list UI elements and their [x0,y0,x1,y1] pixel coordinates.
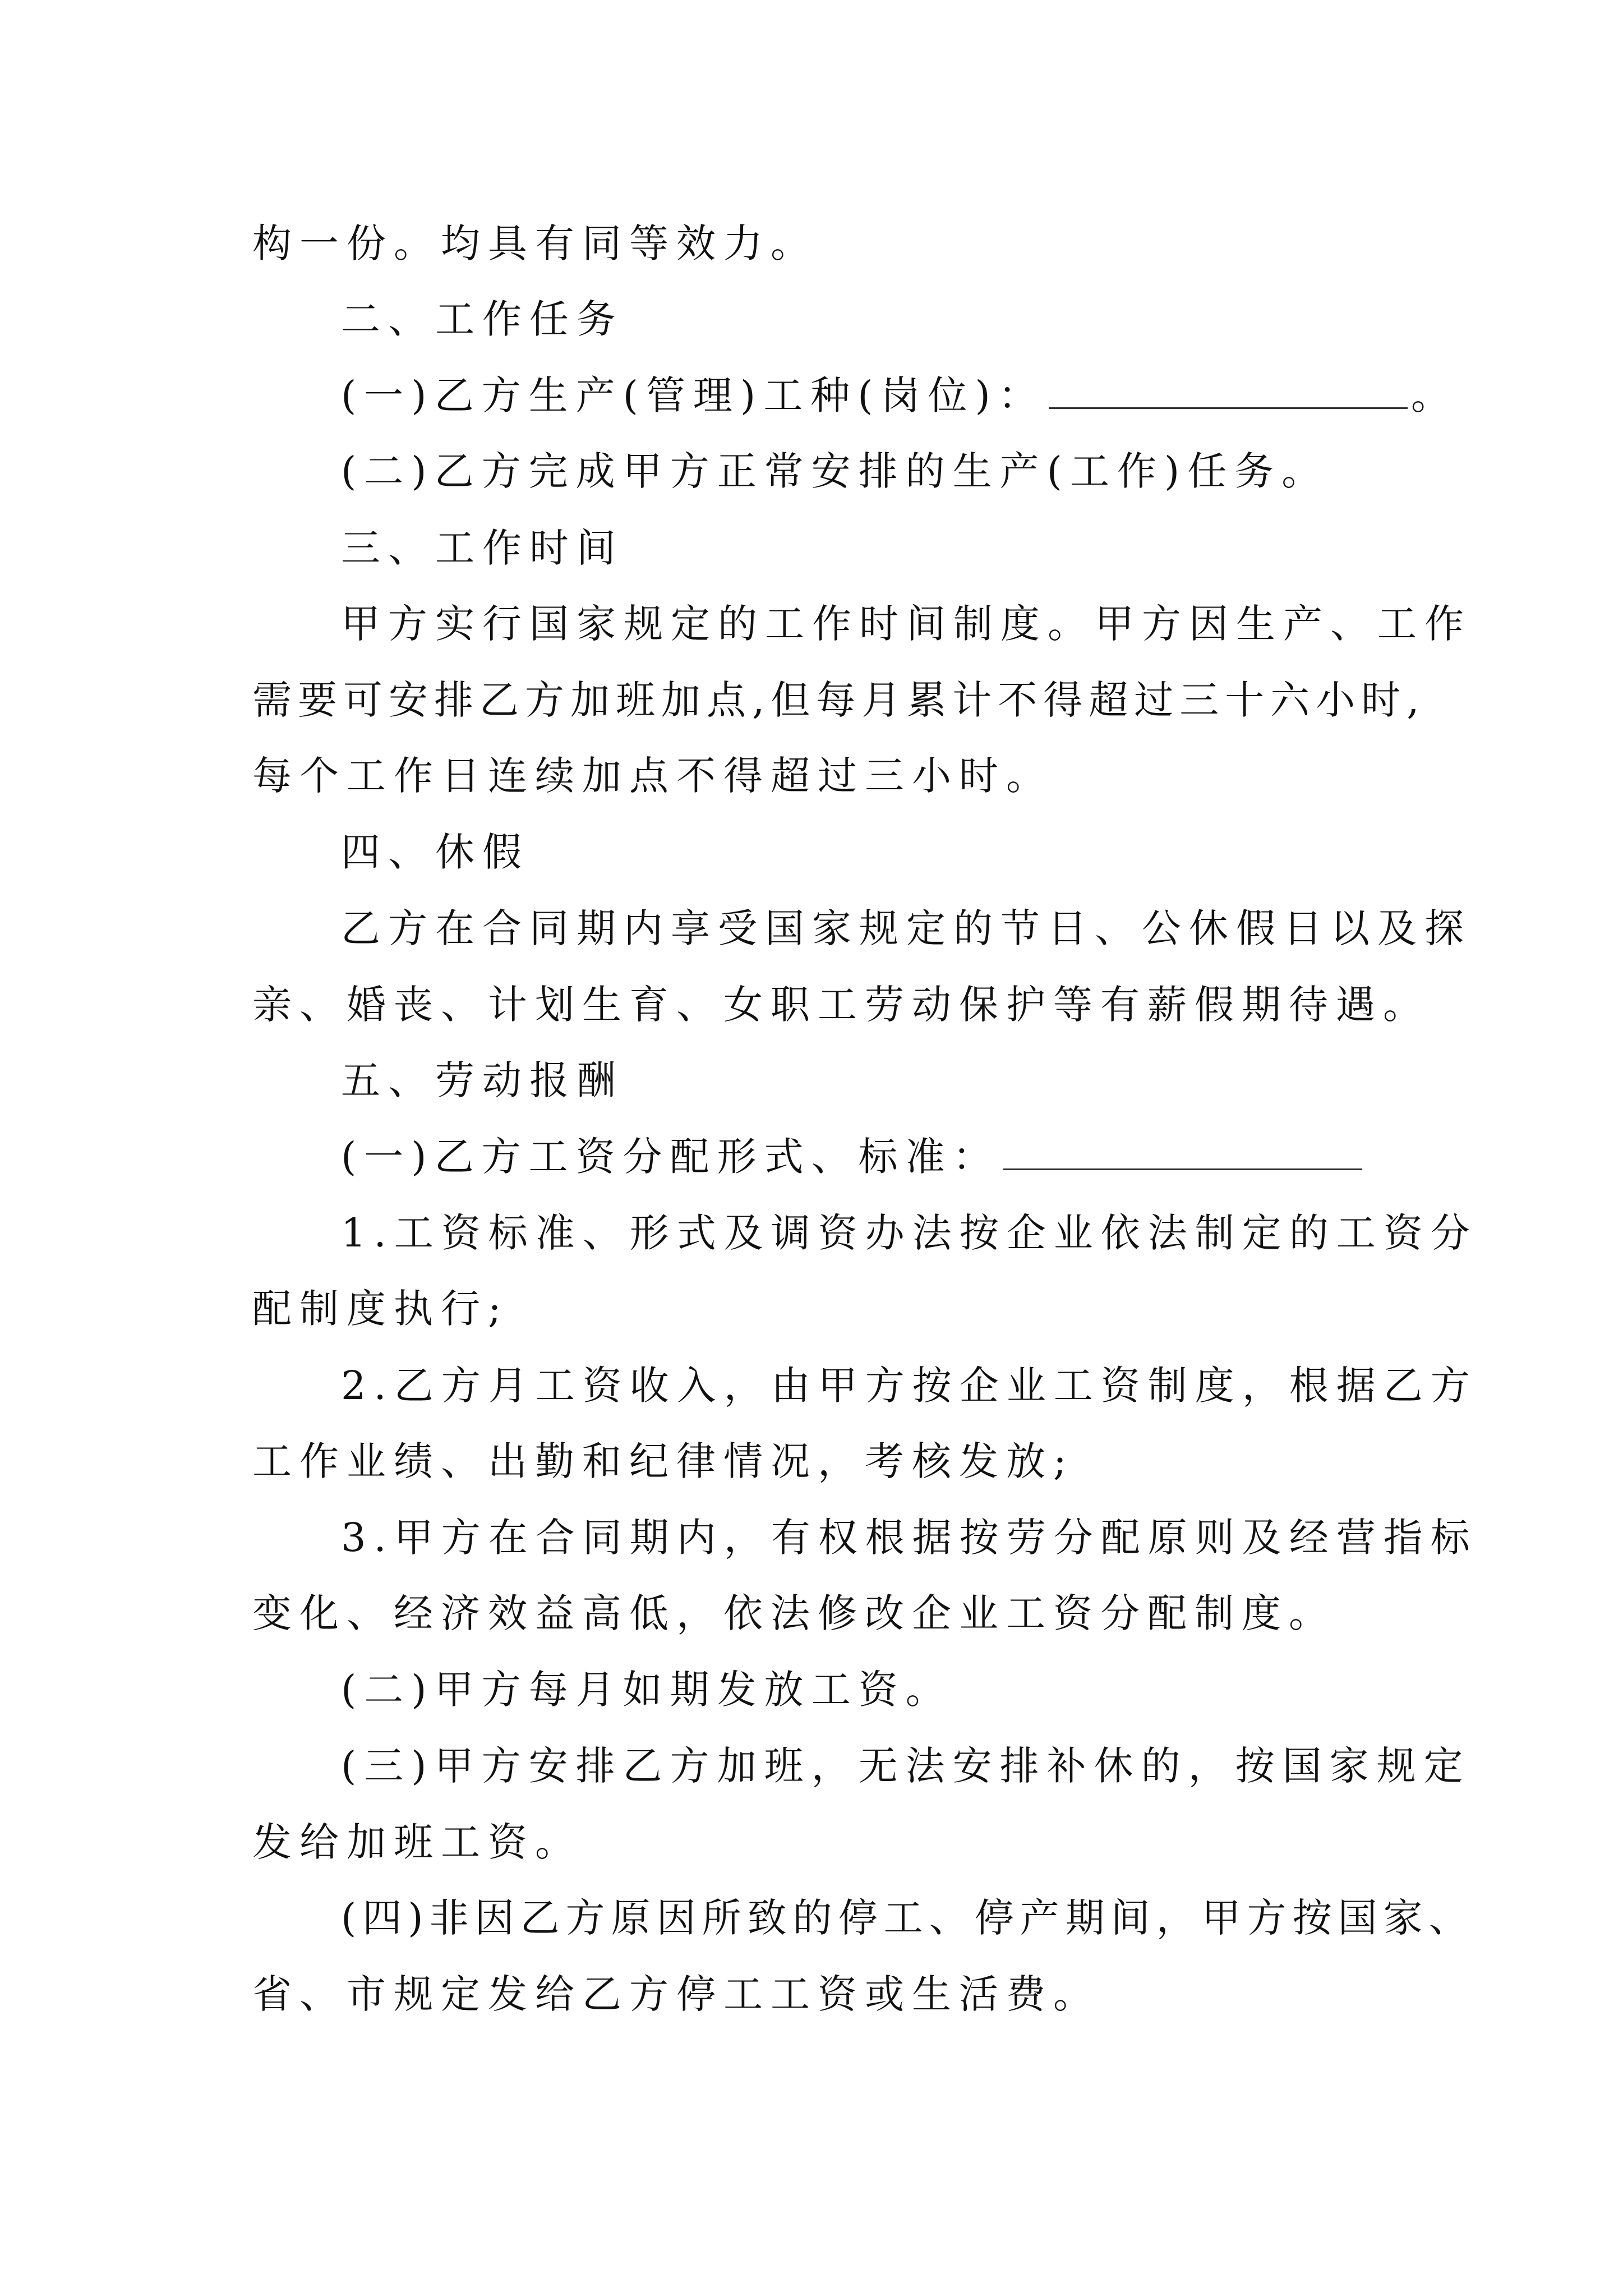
paragraph-line: (二)乙方完成甲方正常安排的生产(工作)任务。 [341,448,1329,494]
paragraph-text: (一)乙方生产(管理)工种(岗位)： [341,372,1045,418]
paragraph-line: 1.工资标准、形式及调资办法按企业依法制定的工资分 [341,1210,1478,1256]
section-heading-work-time: 三、工作时间 [341,525,624,571]
paragraph-line: (四)非因乙方原因所致的停工、停产期间，甲方按国家、 [341,1895,1474,1941]
paragraph-line: 每个工作日连续加点不得超过三小时。 [252,753,1053,799]
paragraph-line: 2.乙方月工资收入，由甲方按企业工资制度，根据乙方 [341,1363,1478,1409]
section-heading-vacation: 四、休假 [341,829,529,875]
paragraph-line: 亲、婚丧、计划生育、女职工劳动保护等有薪假期待遇。 [252,982,1430,1028]
section-heading-remuneration: 五、劳动报酬 [341,1057,624,1103]
fill-in-blank [1003,1129,1362,1170]
paragraph-line: 3.甲方在合同期内，有权根据按劳分配原则及经营指标 [341,1515,1478,1561]
paragraph-line-job-position [341,362,1458,429]
fill-in-blank [1049,368,1408,409]
paragraph-line: 甲方实行国家规定的工作时间制度。甲方因生产、工作 [341,601,1472,647]
paragraph-line: 乙方在合同期内享受国家规定的节日、公休假日以及探 [341,905,1472,951]
paragraph-line: 省、市规定发给乙方停工工资或生活费。 [252,1971,1100,2017]
paragraph-line: (二)甲方每月如期发放工资。 [341,1667,953,1713]
paragraph-line: 发给加班工资。 [252,1819,582,1865]
paragraph-line: 工作业绩、出勤和纪律情况，考核发放; [252,1438,1075,1484]
paragraph-line: 需要可安排乙方加班加点,但每月累计不得超过三十六小时, [252,677,1426,723]
paragraph-line-wage-form [341,1123,1366,1190]
paragraph-text: (一)乙方工资分配形式、标准： [341,1134,1000,1180]
paragraph-line: (三)甲方安排乙方加班，无法安排补休的，按国家规定 [341,1743,1471,1789]
paragraph-text: 。 [1410,372,1458,418]
paragraph-line: 变化、经济效益高低，依法修改企业工资分配制度。 [252,1590,1336,1636]
paragraph-line: 配制度执行; [252,1286,509,1332]
paragraph-line: 构一份。均具有同等效力。 [252,220,818,266]
section-heading-work-tasks: 二、工作任务 [341,296,624,342]
